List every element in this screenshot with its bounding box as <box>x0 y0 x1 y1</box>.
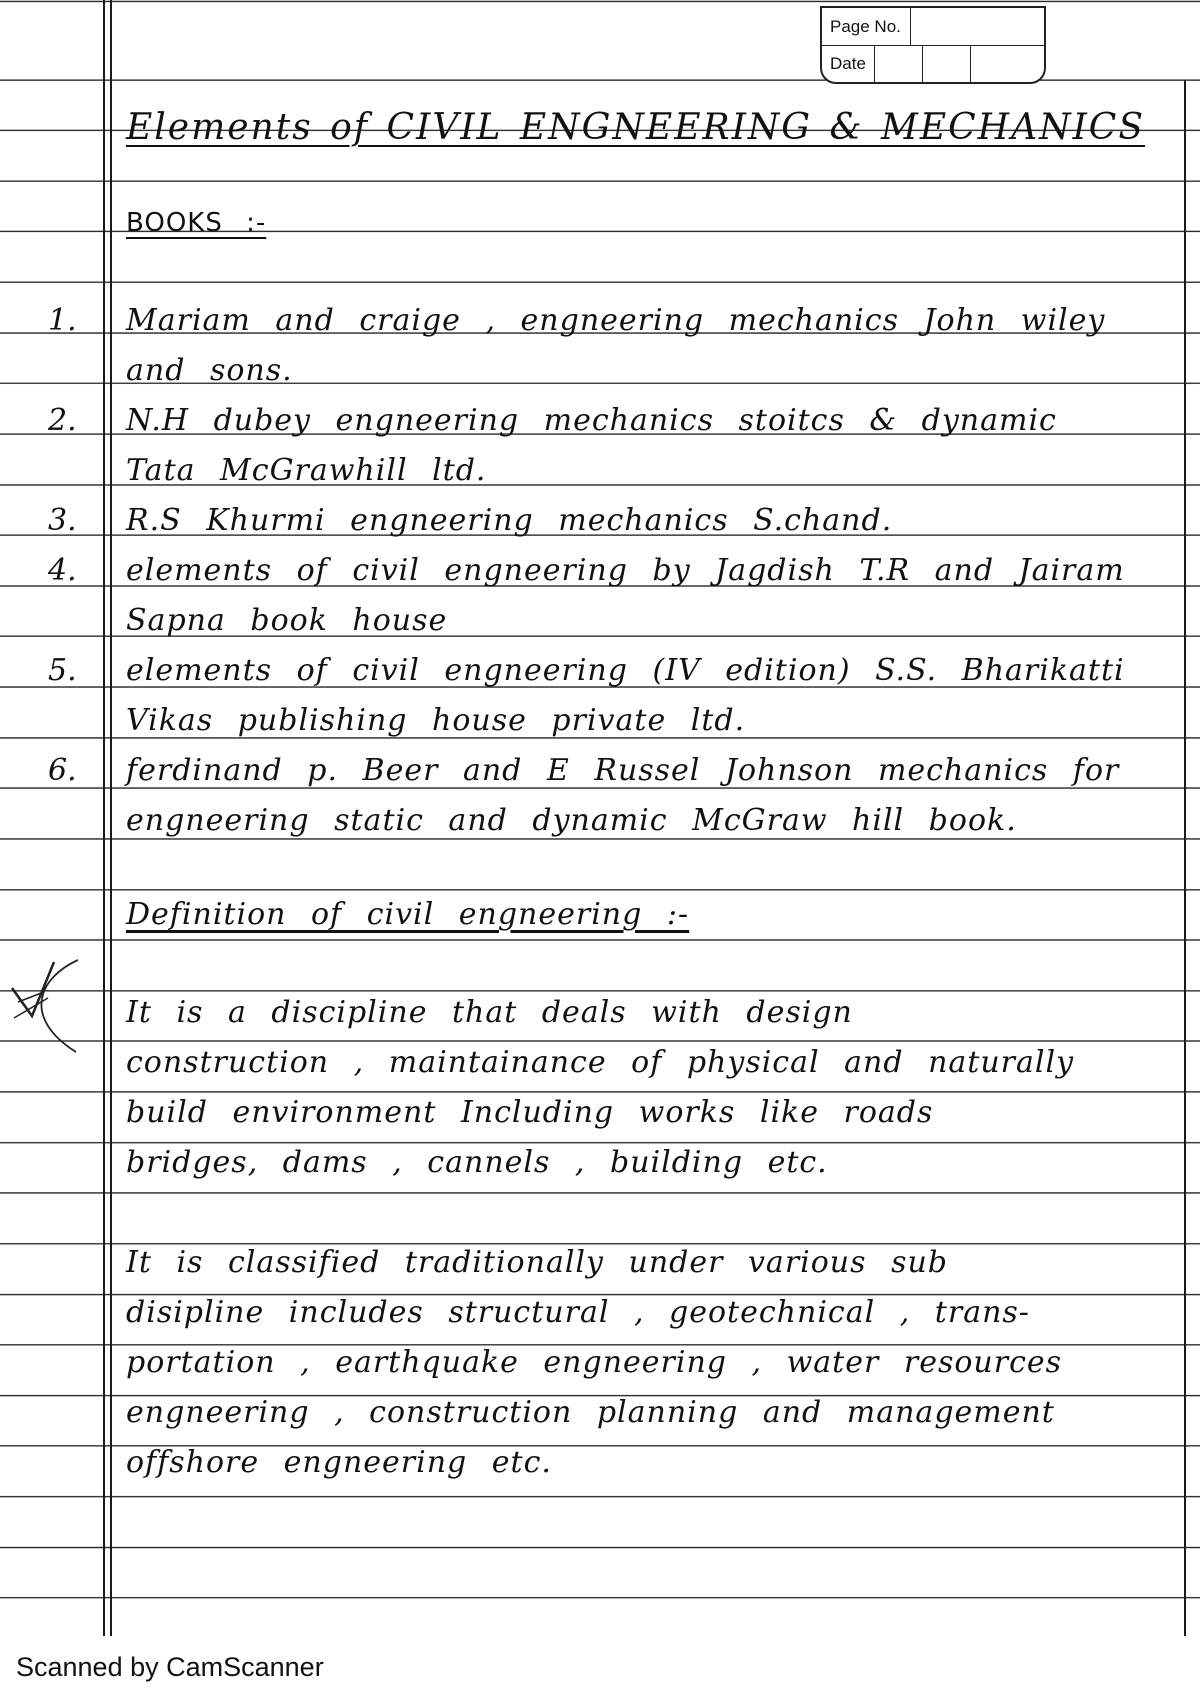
classification-line: disipline includes structural , geotechnical , trans- <box>126 1295 1030 1330</box>
book-number: 2. <box>48 403 77 438</box>
date-cell-divider <box>970 45 971 82</box>
classification-line: It is classified traditionally under various sub <box>126 1245 948 1280</box>
page-right-edge <box>1184 80 1186 1636</box>
classification-line: engneering , construction planning and management <box>126 1395 1055 1430</box>
book-number: 5. <box>48 653 77 688</box>
classification-line: offshore engneering etc. <box>126 1445 552 1480</box>
definition-heading: Definition of civil engneering :- <box>126 897 690 932</box>
books-heading: BOOKS :- <box>126 208 267 238</box>
definition-line: construction , maintainance of physical and naturally <box>126 1045 1075 1080</box>
page-date-box <box>820 6 1046 84</box>
definition-line: build environment Including works like roads <box>126 1095 934 1130</box>
book-line: elements of civil engneering by Jagdish T.R and Jairam <box>126 553 1125 588</box>
date-cell-divider <box>874 45 875 82</box>
book-number: 6. <box>48 753 77 788</box>
classification-line: portation , earthquake engneering , water resources <box>126 1345 1063 1380</box>
date-label: Date <box>830 54 866 73</box>
book-line: and sons. <box>126 353 293 388</box>
page-no-label: Page No. <box>830 17 901 36</box>
page-no-row <box>822 8 1044 46</box>
book-line: Sapna book house <box>126 603 448 638</box>
page-no-cell-divider <box>910 8 911 45</box>
margin-line-inner <box>110 0 112 1636</box>
book-number: 3. <box>48 503 77 538</box>
definition-line: bridges, dams , cannels , building etc. <box>126 1145 828 1180</box>
date-cell-divider <box>922 45 923 82</box>
book-line: Mariam and craige , engneering mechanics John wiley <box>126 303 1106 338</box>
date-row <box>822 45 1044 82</box>
page-title: Elements of CIVIL ENGNEERING & MECHANICS <box>126 107 1146 148</box>
book-line: engneering static and dynamic McGraw hill book. <box>126 803 1017 838</box>
book-line: R.S Khurmi engneering mechanics S.chand. <box>126 503 893 538</box>
check-mark-icon <box>8 958 78 1054</box>
book-number: 4. <box>48 553 77 588</box>
book-line: elements of civil engneering (IV edition) S.S. Bharikatti <box>126 653 1125 688</box>
book-number: 1. <box>48 303 77 338</box>
definition-line: It is a discipline that deals with design <box>126 995 853 1030</box>
book-line: ferdinand p. Beer and E Russel Johnson mechanics for <box>126 753 1120 788</box>
margin-line-outer <box>103 0 105 1636</box>
scanner-watermark: Scanned by CamScanner <box>10 1652 330 1683</box>
book-line: N.H dubey engneering mechanics stoitcs & dynamic <box>126 403 1057 438</box>
book-line: Vikas publishing house private ltd. <box>126 703 746 738</box>
book-line: Tata McGrawhill ltd. <box>126 453 487 488</box>
